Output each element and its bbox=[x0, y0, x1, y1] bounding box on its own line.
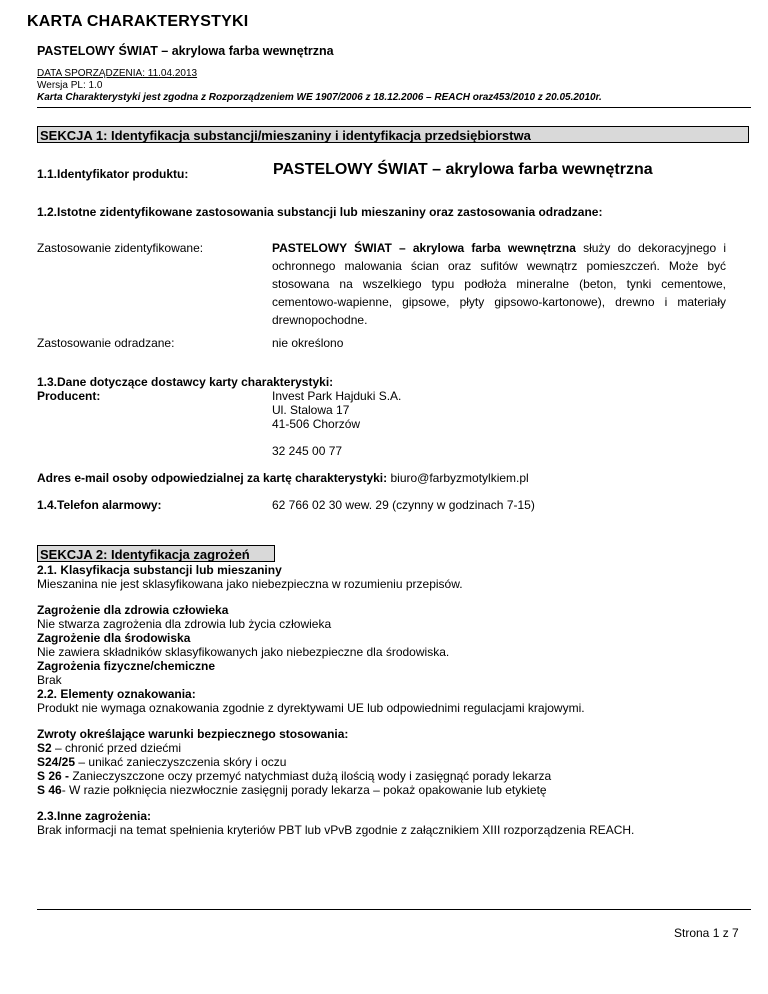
identified-use-text bbox=[272, 239, 726, 329]
other-hazards-heading: 2.3.Inne zagrożenia: bbox=[37, 809, 152, 823]
safety-text: – chronić przed dziećmi bbox=[51, 741, 182, 755]
label-text: Produkt nie wymaga oznakowania zgodnie z dyrektywami UE lub odpowiednimi regulacjami krajowymi. bbox=[37, 701, 585, 715]
regulation-line: Karta Charakterystyki jest zgodna z Rozporządzeniem WE 1907/2006 z 18.12.2006 – REACH oraz453/2010 z 20.05.2010r. bbox=[37, 92, 602, 103]
safety-text: - W razie połknięcia niezwłocznie zasięgnij porady lekarza – pokaż opakowanie lub etykietę bbox=[61, 783, 547, 797]
safety-code: S24/25 bbox=[37, 755, 76, 769]
safety-text: Zanieczyszczone oczy przemyć natychmiast dużą ilością wody i zasięgnąć porady lekarza bbox=[69, 769, 552, 783]
document-title: KARTA CHARAKTERYSTYKI bbox=[27, 13, 249, 30]
identified-use-label: Zastosowanie zidentyfikowane: bbox=[37, 241, 204, 255]
email-label: Adres e-mail osoby odpowiedzialnej za kartę charakterystyki: bbox=[37, 471, 388, 485]
safety-code: S 26 - bbox=[37, 769, 70, 783]
label-heading: 2.2. Elementy oznakowania: bbox=[37, 687, 196, 701]
emergency-label: 1.4.Telefon alarmowy: bbox=[37, 498, 162, 512]
supplier-heading: 1.3.Dane dotyczące dostawcy karty charakterystyki: bbox=[37, 375, 334, 389]
safety-phrase bbox=[37, 769, 551, 783]
safety-heading: Zwroty określające warunki bezpiecznego stosowania: bbox=[37, 727, 349, 741]
advised-against-label: Zastosowanie odradzane: bbox=[37, 336, 175, 350]
safety-code: S2 bbox=[37, 741, 52, 755]
safety-phrase bbox=[37, 783, 547, 797]
advised-against-value: nie określono bbox=[272, 336, 344, 350]
section2-heading: SEKCJA 2: Identyfikacja zagrożeń bbox=[37, 545, 275, 562]
section1-heading: SEKCJA 1: Identyfikacja substancji/mieszaniny i identyfikacja przedsiębiorstwa bbox=[37, 126, 749, 143]
email-line bbox=[37, 471, 529, 485]
producer-street: Ul. Stalowa 17 bbox=[272, 403, 350, 417]
physchem-text: Brak bbox=[37, 673, 62, 687]
safety-phrase bbox=[37, 755, 286, 769]
identified-use-description: służy do dekoracyjnego i ochronnego malowania ścian oraz sufitów wewnątrz pomieszczeń. Może być stosowana na wszelkiego typu podłoża mineralne (beton, tynki cementowe, cementowo-wapienne, gipsowe, płyty gipsowo-kartonowe), drewno i materiały drewnopochodne. bbox=[272, 241, 726, 327]
env-heading: Zagrożenie dla środowiska bbox=[37, 631, 191, 645]
email-value: biuro@farbyzmotylkiem.pl bbox=[387, 471, 529, 485]
header-divider bbox=[37, 107, 751, 108]
health-text: Nie stwarza zagrożenia dla zdrowia lub życia człowieka bbox=[37, 617, 332, 631]
identifier-label: 1.1.Identyfikator produktu: bbox=[37, 167, 189, 181]
safety-phrase bbox=[37, 741, 181, 755]
product-title: PASTELOWY ŚWIAT – akrylowa farba wewnętrzna bbox=[37, 44, 334, 58]
identified-use-product: PASTELOWY ŚWIAT – akrylowa farba wewnętrzna bbox=[272, 241, 576, 255]
footer-divider bbox=[37, 909, 751, 910]
other-hazards-text: Brak informacji na temat spełnienia kryteriów PBT lub vPvB zgodnie z załącznikiem XIII rozporządzenia REACH. bbox=[37, 823, 635, 837]
health-heading: Zagrożenie dla zdrowia człowieka bbox=[37, 603, 229, 617]
identifier-value: PASTELOWY ŚWIAT – akrylowa farba wewnętrzna bbox=[273, 161, 653, 178]
emergency-value: 62 766 02 30 wew. 29 (czynny w godzinach 7-15) bbox=[272, 498, 535, 512]
version-line: Wersja PL: 1.0 bbox=[37, 80, 103, 91]
classification-heading: 2.1. Klasyfikacja substancji lub mieszaniny bbox=[37, 563, 282, 577]
producer-label: Producent: bbox=[37, 389, 101, 403]
physchem-heading: Zagrożenia fizyczne/chemiczne bbox=[37, 659, 216, 673]
classification-text: Mieszanina nie jest sklasyfikowana jako niebezpieczna w rozumieniu przepisów. bbox=[37, 577, 463, 591]
safety-text: – unikać zanieczyszczenia skóry i oczu bbox=[75, 755, 287, 769]
producer-name: Invest Park Hajduki S.A. bbox=[272, 389, 402, 403]
env-text: Nie zawiera składników sklasyfikowanych jako niebezpieczne dla środowiska. bbox=[37, 645, 450, 659]
producer-city: 41-506 Chorzów bbox=[272, 417, 361, 431]
page-number: Strona 1 z 7 bbox=[674, 926, 739, 940]
date-line: DATA SPORZĄDZENIA: 11.04.2013 bbox=[37, 68, 198, 79]
producer-phone: 32 245 00 77 bbox=[272, 444, 343, 458]
safety-code: S 46 bbox=[37, 783, 62, 797]
uses-heading: 1.2.Istotne zidentyfikowane zastosowania substancji lub mieszaniny oraz zastosowania odradzane: bbox=[37, 205, 603, 219]
